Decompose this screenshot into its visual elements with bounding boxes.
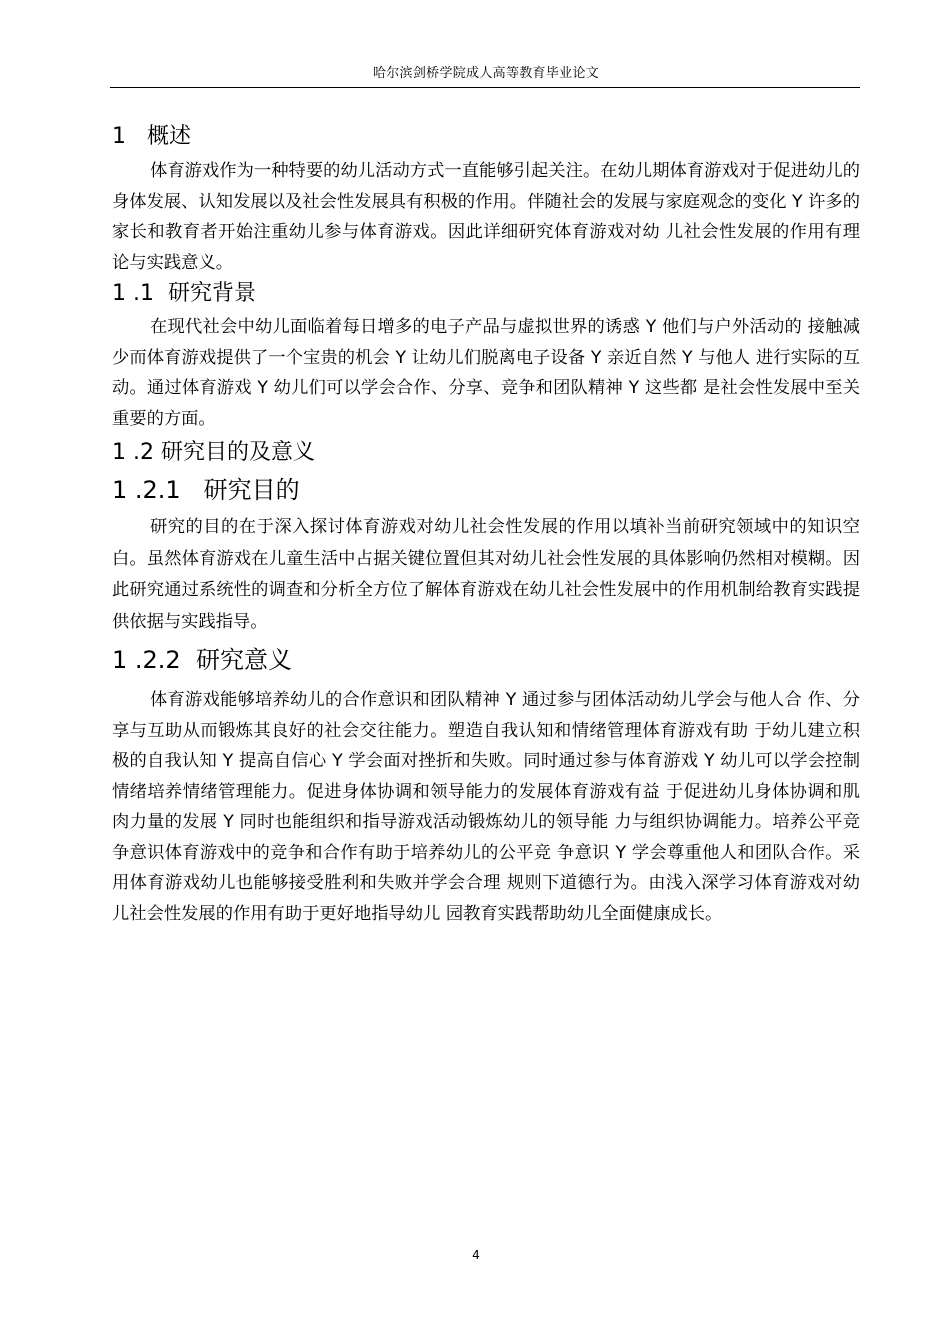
overview-paragraph: 体育游戏作为一种特要的幼儿活动方式一直能够引起关注。在幼儿期体育游戏对于促进幼儿的身体发展、认知发展以及社会性发展具有积极的作用。伴随社会的发展与家庭观念的变化 Y 许多的家长和教育者开始注重幼儿参与体育游戏。因此详细研究体育游戏对幼 儿社会性发展的作用有理论与实践意义。: [112, 161, 860, 273]
document-body: [112, 118, 860, 929]
section-heading-purpose: 1 .2.1 研究目的: [112, 476, 300, 504]
section-heading-background: 1 .1 研究背景: [112, 281, 256, 306]
purpose-paragraph: 研究的目的在于深入探讨体育游戏对幼儿社会性发展的作用以填补当前研究领域中的知识空白。虽然体育游戏在儿童生活中占据关键位置但其对幼儿社会性发展的具体影响仍然相对模糊。因此研究通过系统性的调查和分析全方位了解体育游戏在幼儿社会性发展中的作用机制给教育实践提供依据与实践指导。: [112, 517, 860, 632]
significance-paragraph: 体育游戏能够培养幼儿的合作意识和团队精神 Y 通过参与团体活动幼儿学会与他人合 作、分享与互助从而锻炼其良好的社会交往能力。塑造自我认知和情绪管理体育游戏有助 于幼儿建立积极的自我认知 Y 提高自信心 Y 学会面对挫折和失败。同时通过参与体育游戏 Y 幼儿可以学会控制情绪培养情绪管理能力。促进身体协调和领导能力的发展体育游戏有益 于促进幼儿身体协调和肌肉力量的发展 Y 同时也能组织和指导游戏活动锻炼幼儿的领导能 力与组织协调能力。培养公平竞争意识体育游戏中的竞争和合作有助于培养幼儿的公平竞 争意识 Y 学会尊重他人和团队合作。采用体育游戏幼儿也能够接受胜利和失败并学会合理 规则下道德行为。由浅入深学习体育游戏对幼儿社会性发展的作用有助于更好地指导幼儿 园教育实践帮助幼儿全面健康成长。: [112, 690, 860, 924]
header-divider: [110, 87, 860, 88]
section-heading-overview: 1 概述: [112, 124, 191, 149]
background-paragraph: 在现代社会中幼儿面临着每日增多的电子产品与虚拟世界的诱惑 Y 他们与户外活动的 接触减少而体育游戏提供了一个宝贵的机会 Y 让幼儿们脱离电子设备 Y 亲近自然 Y 与他人 进行实际的互动。通过体育游戏 Y 幼儿们可以学会合作、分享、竞争和团队精神 Y 这些都 是社会性发展中至关重要的方面。: [112, 317, 860, 429]
section-heading-significance: 1 .2.2 研究意义: [112, 646, 292, 674]
section-heading-purpose-significance: 1 .2 研究目的及意义: [112, 440, 315, 465]
page-number: 4: [472, 1248, 480, 1262]
running-header: 哈尔滨剑桥学院成人高等教育毕业论文: [372, 66, 600, 81]
